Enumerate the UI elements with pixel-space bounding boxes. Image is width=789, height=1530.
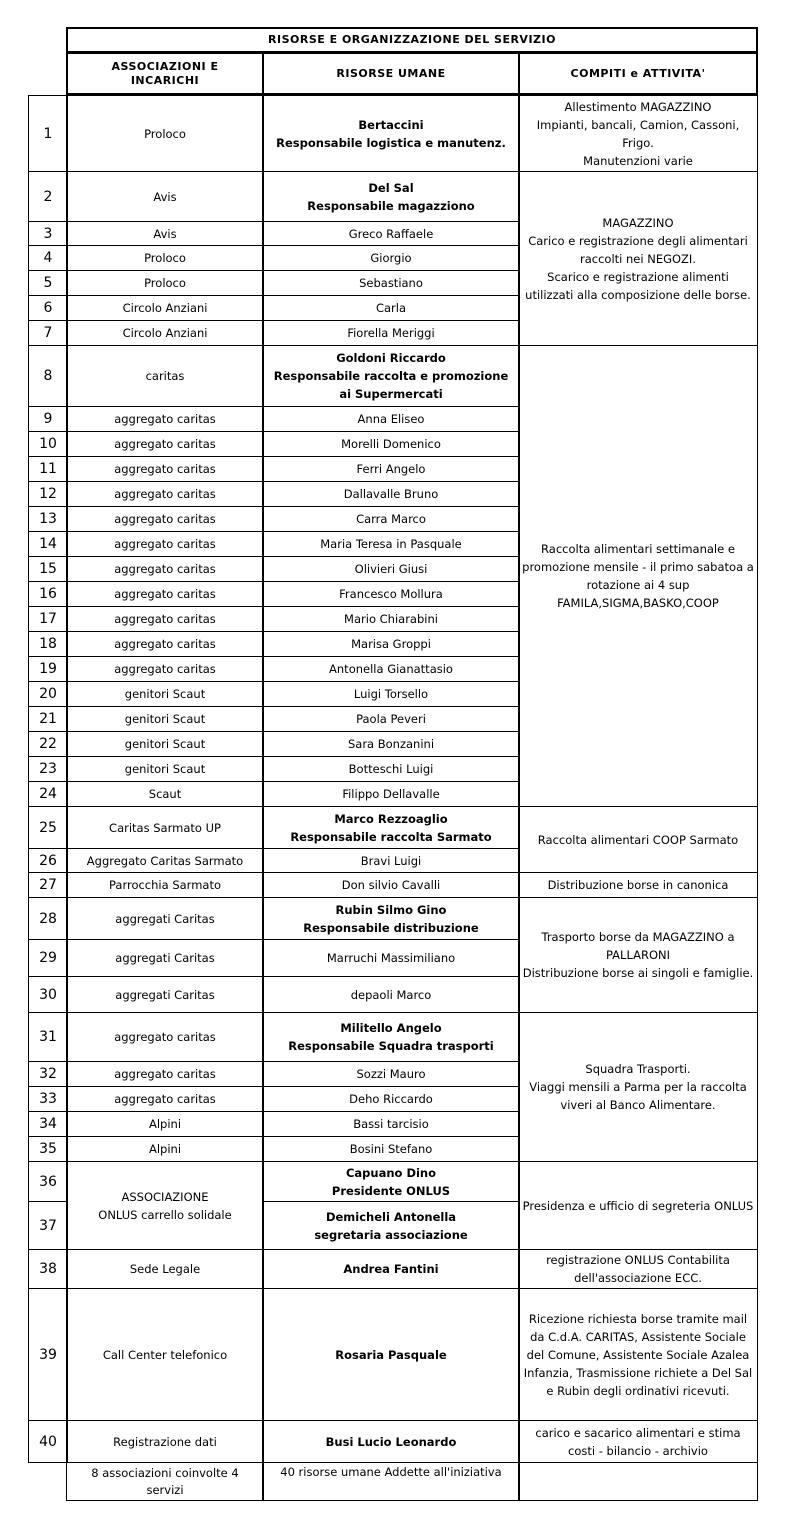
- row-number: 28: [28, 897, 68, 940]
- resource-cell: Mario Chiarabini: [262, 606, 520, 632]
- association-cell: Call Center telefonico: [66, 1288, 264, 1421]
- task-cell: Raccolta alimentari COOP Sarmato: [518, 806, 758, 873]
- row-number: 30: [28, 976, 68, 1013]
- association-cell: aggregato caritas: [66, 481, 264, 507]
- row-number: 3: [28, 221, 68, 246]
- association-cell: Caritas Sarmato UP: [66, 806, 264, 849]
- resource-cell: Capuano Dino Presidente ONLUS: [262, 1161, 520, 1202]
- association-cell: aggregati Caritas: [66, 976, 264, 1013]
- task-cell: Presidenza e ufficio di segreteria ONLUS: [518, 1161, 758, 1250]
- resource-cell: Don silvio Cavalli: [262, 872, 520, 898]
- association-cell: Alpini: [66, 1136, 264, 1162]
- resource-cell: Rosaria Pasquale: [262, 1288, 520, 1421]
- association-cell: aggregato caritas: [66, 1012, 264, 1062]
- resource-cell: Botteschi Luigi: [262, 756, 520, 782]
- resource-cell: Carla: [262, 295, 520, 321]
- row-number: 2: [28, 171, 68, 222]
- resource-cell: Paola Peveri: [262, 706, 520, 732]
- row-number: 1: [28, 95, 68, 172]
- resource-cell: Marco Rezzoaglio Responsabile raccolta Sarmato: [262, 806, 520, 849]
- row-number: 4: [28, 245, 68, 271]
- row-number: 23: [28, 756, 68, 782]
- association-cell: Proloco: [66, 245, 264, 271]
- row-number: 38: [28, 1249, 68, 1289]
- association-cell: aggregato caritas: [66, 531, 264, 557]
- association-cell: genitori Scaut: [66, 681, 264, 707]
- association-cell: Aggregato Caritas Sarmato: [66, 848, 264, 873]
- resource-cell: Maria Teresa in Pasquale: [262, 531, 520, 557]
- association-cell: Sede Legale: [66, 1249, 264, 1289]
- row-number: 17: [28, 606, 68, 632]
- row-number: 11: [28, 456, 68, 482]
- row-number: 13: [28, 506, 68, 532]
- association-cell: aggregati Caritas: [66, 897, 264, 940]
- resource-cell: Bertaccini Responsabile logistica e manutenz.: [262, 95, 520, 172]
- row-number: 12: [28, 481, 68, 507]
- row-number: 20: [28, 681, 68, 707]
- row-number: 8: [28, 345, 68, 407]
- row-number: 39: [28, 1288, 68, 1421]
- association-cell: genitori Scaut: [66, 706, 264, 732]
- resource-cell: Busi Lucio Leonardo: [262, 1420, 520, 1463]
- row-number: 5: [28, 270, 68, 296]
- association-cell: aggregato caritas: [66, 606, 264, 632]
- resource-cell: Greco Raffaele: [262, 221, 520, 246]
- task-cell: registrazione ONLUS Contabilita dell'associazione ECC.: [518, 1249, 758, 1289]
- resource-cell: Bassi tarcisio: [262, 1111, 520, 1137]
- association-cell: aggregato caritas: [66, 656, 264, 682]
- resource-cell: Sozzi Mauro: [262, 1061, 520, 1087]
- row-number: 33: [28, 1086, 68, 1112]
- resource-cell: Bravi Luigi: [262, 848, 520, 873]
- footer-associazioni: 8 associazioni coinvolte 4 servizi: [66, 1462, 264, 1501]
- resource-cell: Deho Riccardo: [262, 1086, 520, 1112]
- resource-cell: Sara Bonzanini: [262, 731, 520, 757]
- association-cell: caritas: [66, 345, 264, 407]
- task-cell: Distribuzione borse in canonica: [518, 872, 758, 898]
- row-number: 10: [28, 431, 68, 457]
- association-cell: aggregato caritas: [66, 406, 264, 432]
- association-cell: genitori Scaut: [66, 731, 264, 757]
- row-number: 31: [28, 1012, 68, 1062]
- row-number: 32: [28, 1061, 68, 1087]
- task-cell: Squadra Trasporti. Viaggi mensili a Parma per la raccolta viveri al Banco Alimentare.: [518, 1012, 758, 1162]
- resource-cell: Francesco Mollura: [262, 581, 520, 607]
- association-cell: aggregato caritas: [66, 581, 264, 607]
- association-cell: Parrocchia Sarmato: [66, 872, 264, 898]
- association-cell: Proloco: [66, 95, 264, 172]
- row-number: 7: [28, 320, 68, 346]
- resource-cell: Morelli Domenico: [262, 431, 520, 457]
- association-cell: Circolo Anziani: [66, 295, 264, 321]
- row-number: 40: [28, 1420, 68, 1463]
- resource-cell: Carra Marco: [262, 506, 520, 532]
- association-cell: Circolo Anziani: [66, 320, 264, 346]
- header-risorse: RISORSE UMANE: [262, 52, 520, 95]
- resource-cell: Olivieri Giusi: [262, 556, 520, 582]
- resource-cell: Marruchi Massimiliano: [262, 939, 520, 977]
- resource-cell: Bosini Stefano: [262, 1136, 520, 1162]
- association-cell: aggregato caritas: [66, 1086, 264, 1112]
- resource-cell: Andrea Fantini: [262, 1249, 520, 1289]
- association-cell: aggregato caritas: [66, 456, 264, 482]
- association-cell: Scaut: [66, 781, 264, 807]
- resource-cell: Militello Angelo Responsabile Squadra trasporti: [262, 1012, 520, 1062]
- task-cell: Allestimento MAGAZZINO Impianti, bancali, Camion, Cassoni, Frigo. Manutenzioni varie: [518, 95, 758, 172]
- association-cell: aggregato caritas: [66, 631, 264, 657]
- row-number: 27: [28, 872, 68, 898]
- association-cell: Avis: [66, 171, 264, 222]
- header-associazioni: ASSOCIAZIONI E INCARICHI: [66, 52, 264, 95]
- task-cell: Ricezione richiesta borse tramite mail da C.d.A. CARITAS, Assistente Sociale del Comune, Assistente Sociale Azalea Infanzia, Trasmissione richiete a Del Sal e Rubin degli ordinativi ricevuti.: [518, 1288, 758, 1421]
- row-number: 15: [28, 556, 68, 582]
- row-number: 18: [28, 631, 68, 657]
- association-cell: genitori Scaut: [66, 756, 264, 782]
- row-number: 36: [28, 1161, 68, 1202]
- association-cell: aggregati Caritas: [66, 939, 264, 977]
- resource-cell: Fiorella Meriggi: [262, 320, 520, 346]
- row-number: 25: [28, 806, 68, 849]
- association-cell-onlus: ASSOCIAZIONE ONLUS carrello solidale: [66, 1161, 264, 1250]
- resource-cell: Dallavalle Bruno: [262, 481, 520, 507]
- resource-cell: Ferri Angelo: [262, 456, 520, 482]
- task-cell: Trasporto borse da MAGAZZINO a PALLARONI Distribuzione borse ai singoli e famiglie.: [518, 897, 758, 1013]
- row-number: 35: [28, 1136, 68, 1162]
- row-number: 21: [28, 706, 68, 732]
- resource-cell: Luigi Torsello: [262, 681, 520, 707]
- row-number: 26: [28, 848, 68, 873]
- row-number: 14: [28, 531, 68, 557]
- resource-cell: Filippo Dellavalle: [262, 781, 520, 807]
- task-cell: Raccolta alimentari settimanale e promozione mensile - il primo sabatoa a rotazione ai 4 sup FAMILA,SIGMA,BASKO,COOP: [518, 345, 758, 807]
- resource-cell: Demicheli Antonella segretaria associazione: [262, 1201, 520, 1250]
- footer-compiti: [518, 1462, 758, 1501]
- footer-risorse: 40 risorse umane Addette all'iniziativa: [262, 1462, 520, 1501]
- resource-cell: Antonella Gianattasio: [262, 656, 520, 682]
- resource-cell: Sebastiano: [262, 270, 520, 296]
- association-cell: aggregato caritas: [66, 556, 264, 582]
- resource-cell: Marisa Groppi: [262, 631, 520, 657]
- resource-cell: Goldoni Riccardo Responsabile raccolta e promozione ai Supermercati: [262, 345, 520, 407]
- association-cell: aggregato caritas: [66, 431, 264, 457]
- resource-cell: Del Sal Responsabile magazziono: [262, 171, 520, 222]
- association-cell: aggregato caritas: [66, 506, 264, 532]
- task-cell: MAGAZZINO Carico e registrazione degli alimentari raccolti nei NEGOZI. Scarico e registrazione alimenti utilizzati alla composizione delle borse.: [518, 171, 758, 346]
- row-number: 9: [28, 406, 68, 432]
- row-number: 34: [28, 1111, 68, 1137]
- association-cell: Alpini: [66, 1111, 264, 1137]
- resource-cell: Anna Eliseo: [262, 406, 520, 432]
- table-title: RISORSE E ORGANIZZAZIONE DEL SERVIZIO: [66, 27, 758, 53]
- row-number: 29: [28, 939, 68, 977]
- association-cell: aggregato caritas: [66, 1061, 264, 1087]
- association-cell: Registrazione dati: [66, 1420, 264, 1463]
- resource-cell: Rubin Silmo Gino Responsabile distribuzione: [262, 897, 520, 940]
- row-number: 24: [28, 781, 68, 807]
- association-cell: Avis: [66, 221, 264, 246]
- resource-cell: depaoli Marco: [262, 976, 520, 1013]
- row-number: 16: [28, 581, 68, 607]
- task-cell: carico e sacarico alimentari e stima costi - bilancio - archivio: [518, 1420, 758, 1463]
- row-number: 19: [28, 656, 68, 682]
- row-number: 22: [28, 731, 68, 757]
- row-number: 6: [28, 295, 68, 321]
- resource-cell: Giorgio: [262, 245, 520, 271]
- header-compiti: COMPITI e ATTIVITA': [518, 52, 758, 95]
- row-number: 37: [28, 1201, 68, 1250]
- association-cell: Proloco: [66, 270, 264, 296]
